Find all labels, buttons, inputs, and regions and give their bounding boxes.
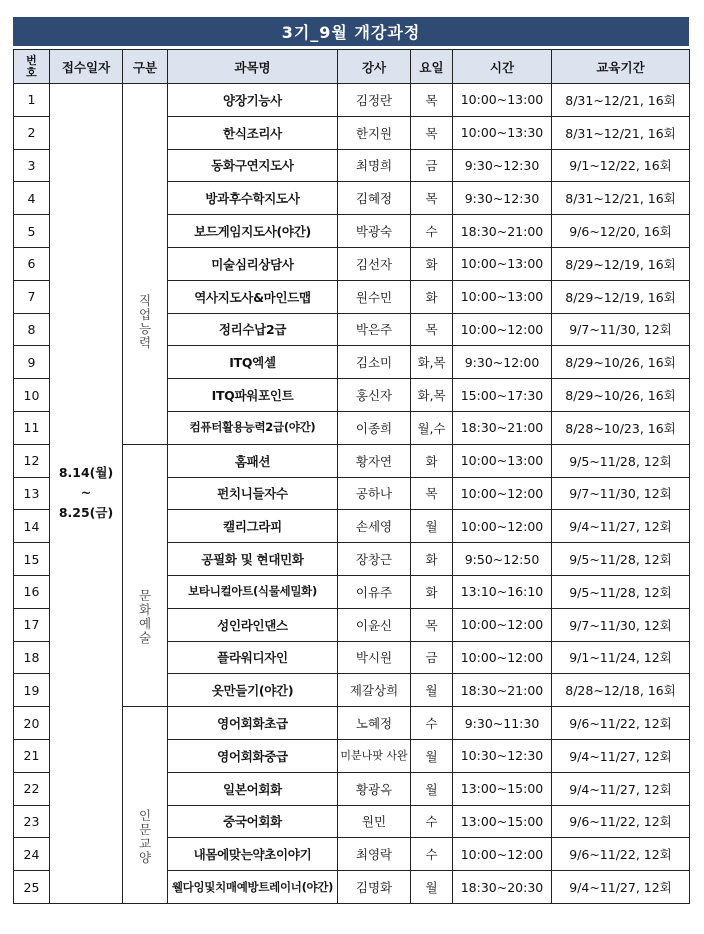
class-time: 10:00~12:00 xyxy=(453,838,552,871)
instructor-name: 이종희 xyxy=(338,411,411,444)
class-period: 8/29~10/26, 16회 xyxy=(552,379,690,412)
category-label: 직업능력 xyxy=(138,292,152,350)
instructor-name: 원수민 xyxy=(338,280,411,313)
table-row xyxy=(14,84,690,117)
class-day: 금 xyxy=(411,641,453,674)
row-number: 20 xyxy=(14,707,50,740)
instructor-name: 이윤신 xyxy=(338,608,411,641)
class-time: 10:30~12:30 xyxy=(453,739,552,772)
course-name: 방과후수학지도사 xyxy=(168,182,338,215)
course-name: 공필화 및 현대민화 xyxy=(168,543,338,576)
class-day: 월 xyxy=(411,739,453,772)
class-period: 9/6~11/22, 12회 xyxy=(552,805,690,838)
class-day: 화 xyxy=(411,543,453,576)
class-period: 9/4~11/27, 12회 xyxy=(552,871,690,904)
class-period: 8/31~12/21, 16회 xyxy=(552,84,690,117)
instructor-name: 공하나 xyxy=(338,477,411,510)
class-time: 15:00~17:30 xyxy=(453,379,552,412)
class-period: 9/7~11/30, 12회 xyxy=(552,477,690,510)
instructor-name: 최영락 xyxy=(338,838,411,871)
class-day: 화 xyxy=(411,444,453,477)
instructor-name: 김혜정 xyxy=(338,182,411,215)
row-number: 25 xyxy=(14,871,50,904)
class-day: 수 xyxy=(411,707,453,740)
header-reg-date: 접수일자 xyxy=(50,50,123,84)
class-period: 8/28~10/23, 16회 xyxy=(552,411,690,444)
instructor-name: 장창근 xyxy=(338,543,411,576)
category-label: 인문교양 xyxy=(138,807,152,865)
instructor-name: 미분나팟 사완 xyxy=(338,739,411,772)
instructor-name: 제갈상희 xyxy=(338,674,411,707)
class-day: 금 xyxy=(411,149,453,182)
class-period: 9/5~11/28, 12회 xyxy=(552,543,690,576)
table-body xyxy=(14,84,690,904)
class-time: 10:00~12:00 xyxy=(453,313,552,346)
header-time: 시간 xyxy=(453,50,552,84)
instructor-name: 박시원 xyxy=(338,641,411,674)
registration-date-cell xyxy=(50,84,123,904)
registration-date-end: 8.25(금) xyxy=(58,505,114,521)
header-num: 번호 xyxy=(14,50,50,84)
class-time: 9:50~12:50 xyxy=(453,543,552,576)
class-period: 9/6~11/22, 12회 xyxy=(552,707,690,740)
class-time: 9:30~12:30 xyxy=(453,149,552,182)
row-number: 2 xyxy=(14,116,50,149)
class-time: 10:00~12:00 xyxy=(453,477,552,510)
course-name: 영어회화중급 xyxy=(168,739,338,772)
class-period: 8/29~10/26, 16회 xyxy=(552,346,690,379)
course-name: 플라워디자인 xyxy=(168,641,338,674)
course-name: 성인라인댄스 xyxy=(168,608,338,641)
course-name: 내몸에맞는약초이야기 xyxy=(168,838,338,871)
course-name: 동화구연지도사 xyxy=(168,149,338,182)
instructor-name: 노혜정 xyxy=(338,707,411,740)
instructor-name: 김소미 xyxy=(338,346,411,379)
instructor-name: 최명희 xyxy=(338,149,411,182)
class-day: 월 xyxy=(411,674,453,707)
class-period: 8/28~12/18, 16회 xyxy=(552,674,690,707)
class-day: 화 xyxy=(411,575,453,608)
course-name: 펀치니들자수 xyxy=(168,477,338,510)
header-category: 구분 xyxy=(123,50,168,84)
class-period: 9/7~11/30, 12회 xyxy=(552,313,690,346)
row-number: 24 xyxy=(14,838,50,871)
instructor-name: 홍신자 xyxy=(338,379,411,412)
class-time: 13:00~15:00 xyxy=(453,772,552,805)
row-number: 5 xyxy=(14,215,50,248)
course-name: 중국어회화 xyxy=(168,805,338,838)
category-label: 문화예술 xyxy=(138,588,152,646)
class-period: 8/29~12/19, 16회 xyxy=(552,247,690,280)
row-number: 18 xyxy=(14,641,50,674)
class-time: 18:30~21:00 xyxy=(453,411,552,444)
class-day: 화,목 xyxy=(411,379,453,412)
class-time: 10:00~13:00 xyxy=(453,84,552,117)
class-day: 수 xyxy=(411,838,453,871)
course-name: 컴퓨터활용능력2급(야간) xyxy=(168,411,338,444)
row-number: 8 xyxy=(14,313,50,346)
course-name: 한식조리사 xyxy=(168,116,338,149)
class-time: 9:30~11:30 xyxy=(453,707,552,740)
instructor-name: 황자연 xyxy=(338,444,411,477)
class-day: 월 xyxy=(411,871,453,904)
category-cell xyxy=(123,84,168,445)
instructor-name: 황광옥 xyxy=(338,772,411,805)
class-period: 9/6~11/22, 12회 xyxy=(552,838,690,871)
table-header-row xyxy=(14,50,690,84)
instructor-name: 한지원 xyxy=(338,116,411,149)
row-number: 23 xyxy=(14,805,50,838)
class-time: 9:30~12:00 xyxy=(453,346,552,379)
class-period: 9/1~11/24, 12회 xyxy=(552,641,690,674)
instructor-name: 이유주 xyxy=(338,575,411,608)
course-name: ITQ엑셀 xyxy=(168,346,338,379)
header-course: 과목명 xyxy=(168,50,338,84)
row-number: 17 xyxy=(14,608,50,641)
class-time: 13:10~16:10 xyxy=(453,575,552,608)
class-time: 10:00~13:00 xyxy=(453,280,552,313)
row-number: 12 xyxy=(14,444,50,477)
class-day: 목 xyxy=(411,608,453,641)
instructor-name: 손세영 xyxy=(338,510,411,543)
class-day: 목 xyxy=(411,84,453,117)
course-name: 일본어회화 xyxy=(168,772,338,805)
page-title-text: 3기_9월 개강과정 xyxy=(281,23,421,42)
row-number: 3 xyxy=(14,149,50,182)
class-time: 10:00~12:00 xyxy=(453,510,552,543)
instructor-name: 박광숙 xyxy=(338,215,411,248)
category-cell xyxy=(123,444,168,706)
instructor-name: 김선자 xyxy=(338,247,411,280)
class-day: 화,목 xyxy=(411,346,453,379)
row-number: 16 xyxy=(14,575,50,608)
instructor-name: 김정란 xyxy=(338,84,411,117)
page-title xyxy=(13,17,689,46)
row-number: 4 xyxy=(14,182,50,215)
class-time: 18:30~21:00 xyxy=(453,215,552,248)
row-number: 9 xyxy=(14,346,50,379)
class-time: 9:30~12:30 xyxy=(453,182,552,215)
course-name: 옷만들기(야간) xyxy=(168,674,338,707)
class-period: 9/4~11/27, 12회 xyxy=(552,510,690,543)
row-number: 22 xyxy=(14,772,50,805)
class-time: 18:30~20:30 xyxy=(453,871,552,904)
class-time: 10:00~12:00 xyxy=(453,641,552,674)
class-period: 9/5~11/28, 12회 xyxy=(552,444,690,477)
instructor-name: 김명화 xyxy=(338,871,411,904)
row-number: 21 xyxy=(14,739,50,772)
row-number: 19 xyxy=(14,674,50,707)
class-time: 18:30~21:00 xyxy=(453,674,552,707)
class-day: 목 xyxy=(411,182,453,215)
class-time: 10:00~13:00 xyxy=(453,247,552,280)
class-day: 월 xyxy=(411,772,453,805)
row-number: 6 xyxy=(14,247,50,280)
class-day: 목 xyxy=(411,477,453,510)
class-day: 화 xyxy=(411,280,453,313)
course-name: 정리수납2급 xyxy=(168,313,338,346)
course-name: 미술심리상담사 xyxy=(168,247,338,280)
course-name: 보드게임지도사(야간) xyxy=(168,215,338,248)
row-number: 13 xyxy=(14,477,50,510)
course-name: 양장기능사 xyxy=(168,84,338,117)
row-number: 1 xyxy=(14,84,50,117)
class-day: 화 xyxy=(411,247,453,280)
class-day: 수 xyxy=(411,805,453,838)
schedule-table xyxy=(13,49,690,904)
row-number: 15 xyxy=(14,543,50,576)
class-period: 9/6~12/20, 16회 xyxy=(552,215,690,248)
class-day: 목 xyxy=(411,313,453,346)
course-name: 웰다잉및치매예방트레이너(야간) xyxy=(168,871,338,904)
class-time: 10:00~12:00 xyxy=(453,608,552,641)
row-number: 11 xyxy=(14,411,50,444)
course-name: 영어회화초급 xyxy=(168,707,338,740)
class-period: 9/7~11/30, 12회 xyxy=(552,608,690,641)
course-name: ITQ파워포인트 xyxy=(168,379,338,412)
class-period: 9/1~12/22, 16회 xyxy=(552,149,690,182)
class-day: 목 xyxy=(411,116,453,149)
class-period: 9/5~11/28, 12회 xyxy=(552,575,690,608)
class-period: 8/29~12/19, 16회 xyxy=(552,280,690,313)
row-number: 7 xyxy=(14,280,50,313)
category-cell xyxy=(123,707,168,904)
course-name: 역사지도사&마인드맵 xyxy=(168,280,338,313)
instructor-name: 박은주 xyxy=(338,313,411,346)
registration-date-sep: ~ xyxy=(80,485,92,501)
header-period: 교육기간 xyxy=(552,50,690,84)
row-number: 10 xyxy=(14,379,50,412)
course-name: 보타니컬아트(식물세밀화) xyxy=(168,575,338,608)
class-day: 수 xyxy=(411,215,453,248)
class-day: 월 xyxy=(411,510,453,543)
course-name: 캘리그라피 xyxy=(168,510,338,543)
class-period: 9/4~11/27, 12회 xyxy=(552,739,690,772)
class-period: 8/31~12/21, 16회 xyxy=(552,182,690,215)
class-time: 10:00~13:00 xyxy=(453,444,552,477)
class-day: 월,수 xyxy=(411,411,453,444)
class-period: 8/31~12/21, 16회 xyxy=(552,116,690,149)
header-day: 요일 xyxy=(411,50,453,84)
class-time: 13:00~15:00 xyxy=(453,805,552,838)
registration-date-start: 8.14(월) xyxy=(58,465,114,481)
course-name: 홈패션 xyxy=(168,444,338,477)
row-number: 14 xyxy=(14,510,50,543)
instructor-name: 원민 xyxy=(338,805,411,838)
class-time: 10:00~13:30 xyxy=(453,116,552,149)
class-period: 9/4~11/27, 12회 xyxy=(552,772,690,805)
header-instructor: 강사 xyxy=(338,50,411,84)
